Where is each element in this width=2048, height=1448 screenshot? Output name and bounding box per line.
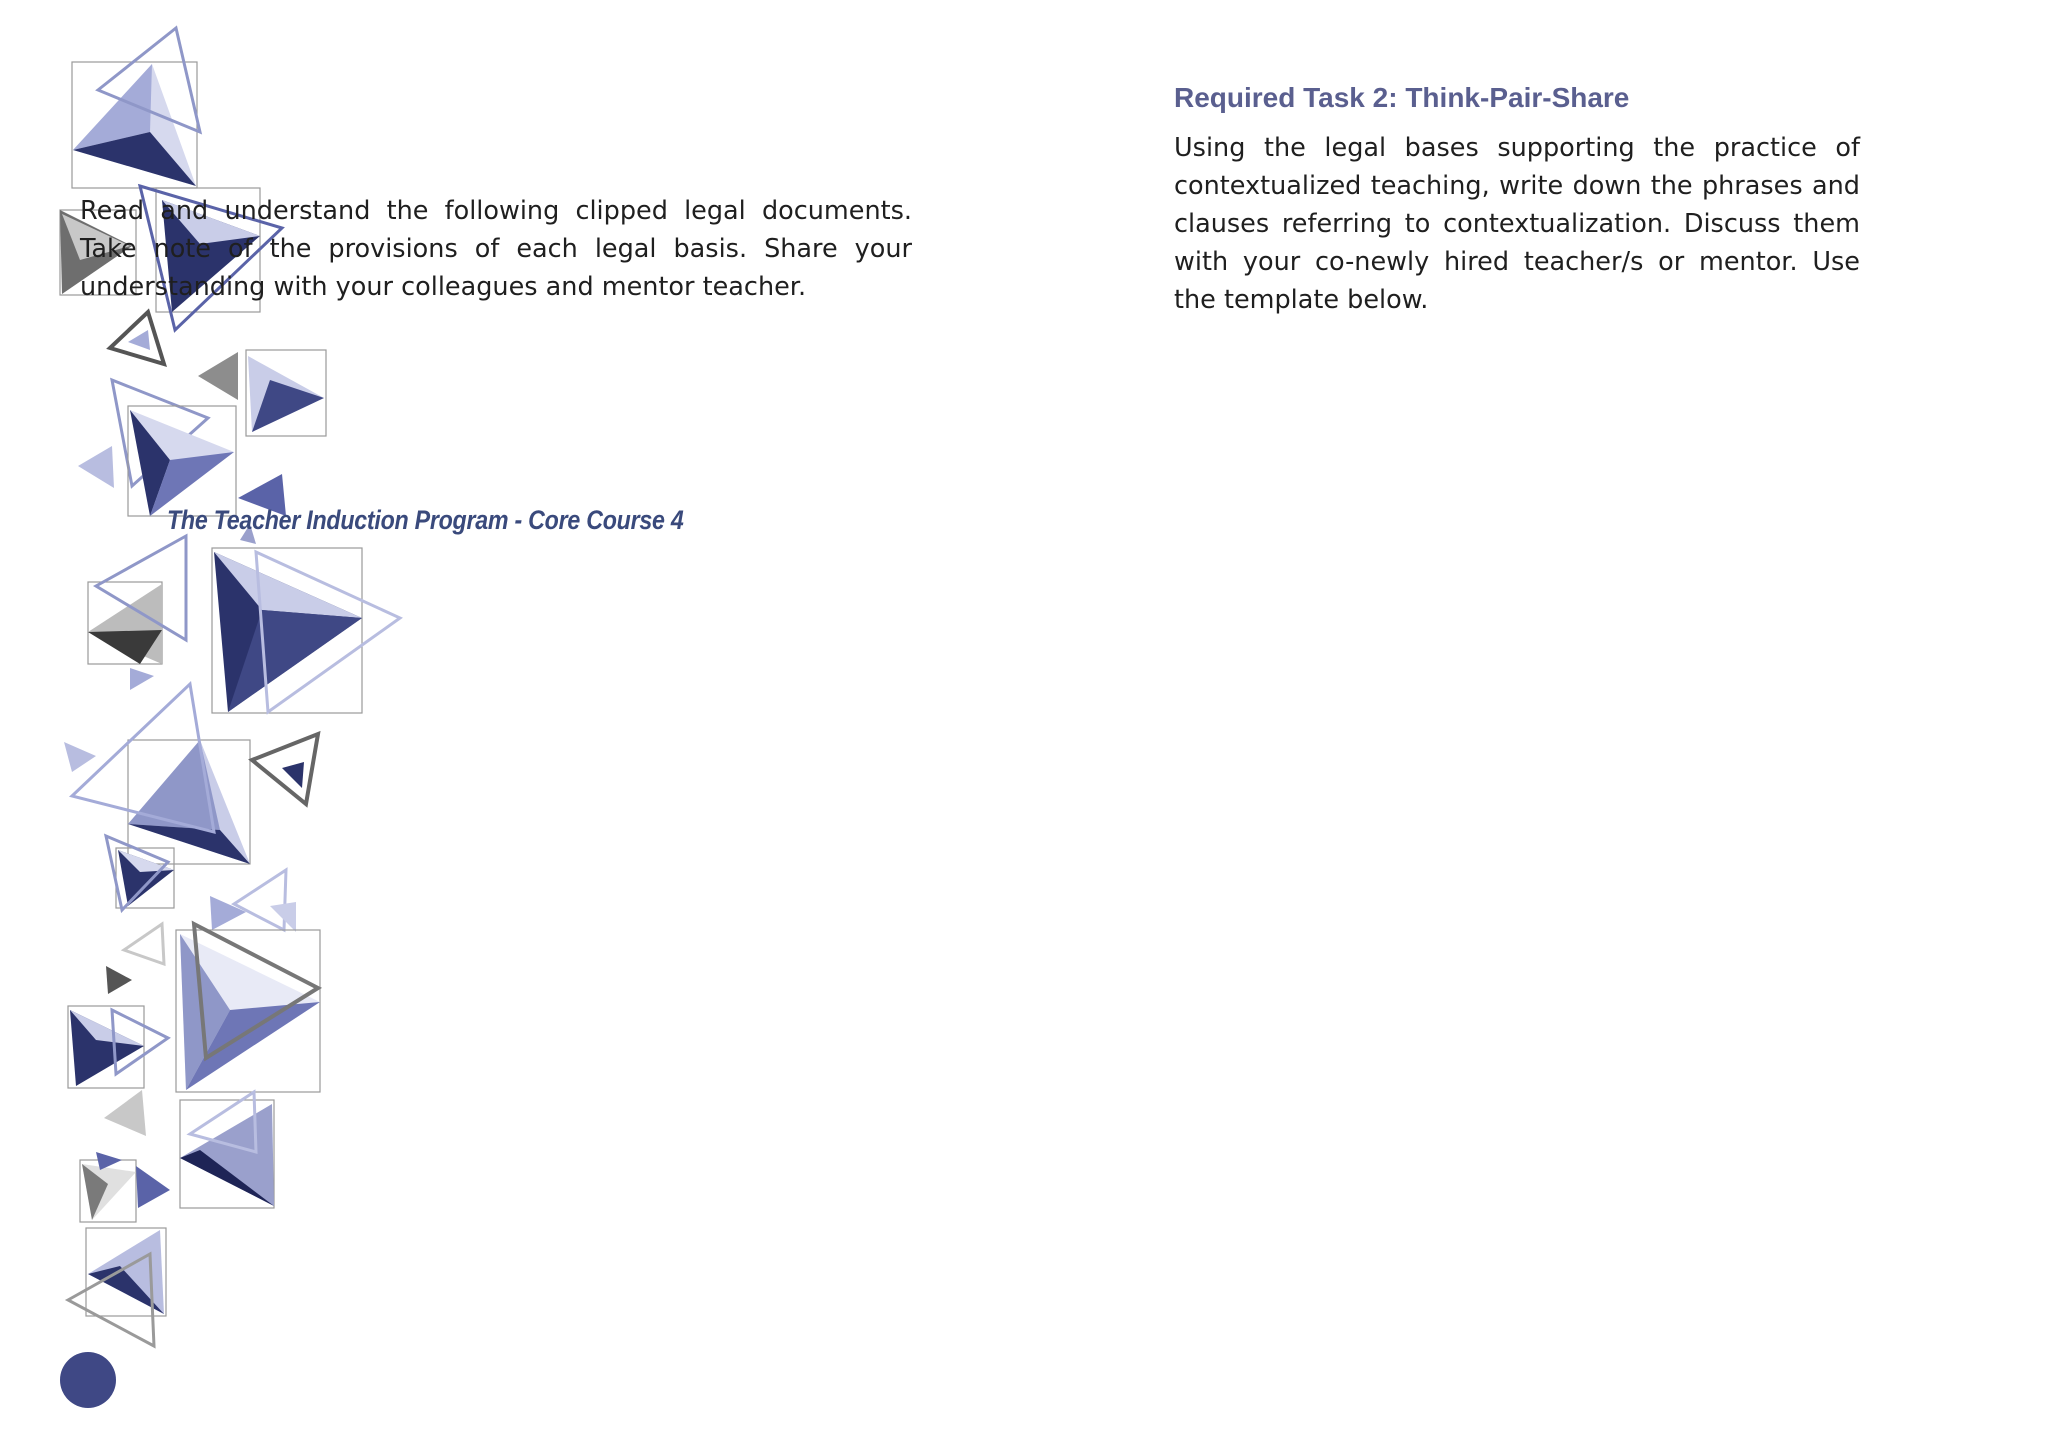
- pyramid-tile: [68, 1228, 166, 1346]
- pyramid-tile: [176, 924, 320, 1092]
- pyramid-tile: [246, 350, 326, 436]
- pyramid-tile: [106, 836, 174, 910]
- page-marker-circle: [60, 1352, 116, 1408]
- pyramid-tile: [212, 548, 400, 713]
- intro-paragraph: Read and understand the following clipped legal documents. Take note of the provisions of each legal basis. Share your understanding with your colleagues and mentor teacher.: [80, 196, 912, 302]
- pyramid-tile: [68, 1006, 168, 1088]
- pyramid-tile: [72, 28, 200, 188]
- pyramid-tile: [72, 684, 250, 864]
- task-instructions: Using the legal bases supporting the practice of contextualized teaching, write down the phrases and clauses referring to contextualization. Discuss them with your co-newly hired teacher/s or mentor. Use the template below.: [1174, 133, 1860, 315]
- pyramid-tile: [128, 406, 236, 516]
- pyramid-tile: [180, 1092, 274, 1208]
- course-footer-title: The Teacher Induction Program - Core Course 4: [167, 505, 684, 535]
- pyramid-tile: [80, 1152, 170, 1222]
- pyramid-tile: [88, 536, 186, 664]
- task-title: Required Task 2: Think-Pair-Share: [1174, 82, 1630, 113]
